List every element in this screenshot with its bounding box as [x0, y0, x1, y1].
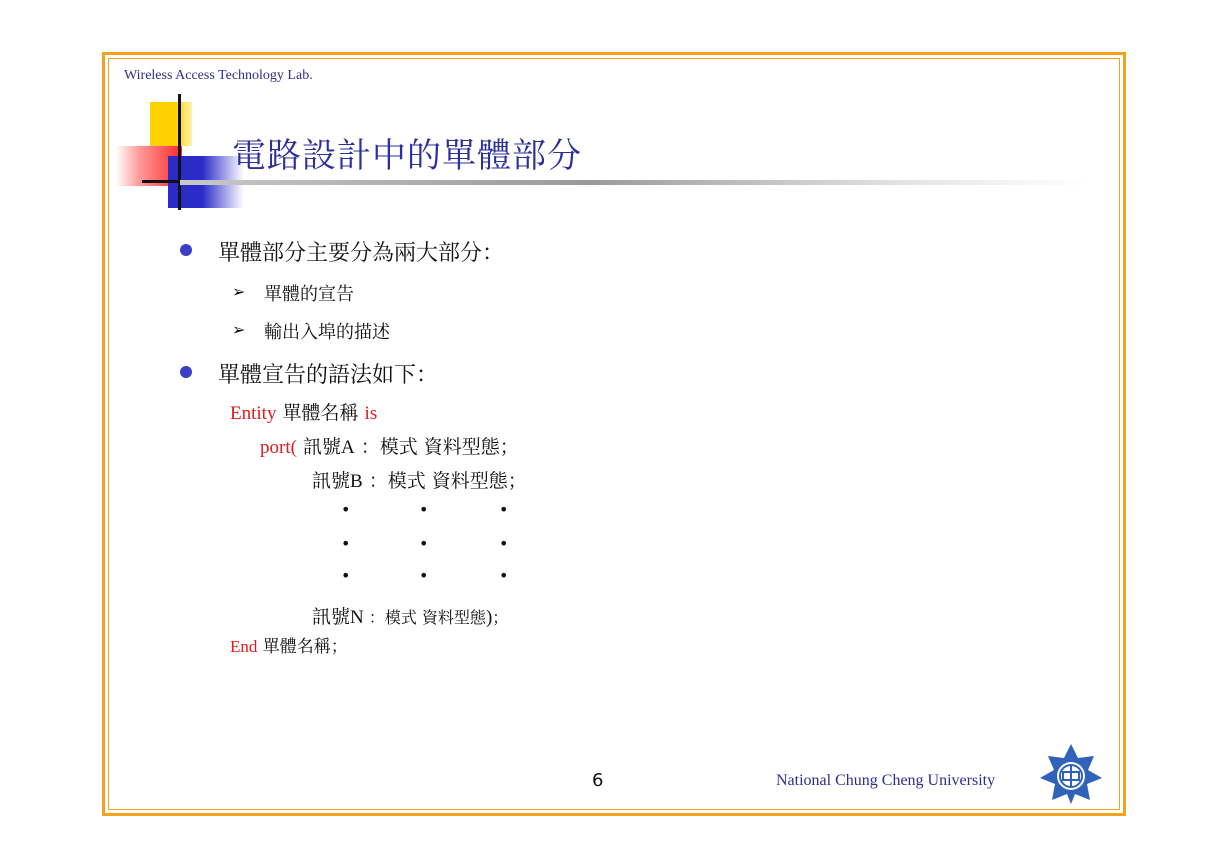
ellipsis-dot: • — [419, 534, 429, 553]
title-underline — [180, 180, 1090, 185]
sub-item-2-arrow-icon: ➢ — [232, 320, 246, 339]
university-name: National Chung Cheng University — [776, 772, 996, 789]
ellipsis-dot: • — [419, 566, 429, 585]
code-entity-name: 單體名稱 — [276, 402, 365, 424]
code-signal-a-rest: ：模式 資料型態； — [354, 436, 519, 458]
code-signal-n-rest: ：模式 資料型態 — [363, 608, 486, 627]
sub-item-1-arrow-icon: ➢ — [232, 282, 246, 301]
ellipsis-dot: • — [499, 500, 509, 519]
code-signal-a-letter: A — [340, 437, 355, 458]
decor-vertical-line — [178, 94, 181, 210]
code-signal-b-label: 訊號 — [312, 470, 351, 492]
code-signal-n-letter: N — [350, 607, 364, 628]
code-is-keyword: is — [364, 403, 378, 424]
code-end-keyword: End — [230, 637, 258, 656]
ellipsis-dot: • — [419, 500, 429, 519]
ellipsis-dot: • — [341, 566, 351, 585]
ellipsis-dot: • — [499, 534, 509, 553]
bullet-1-text: 單體部分主要分為兩大部分： — [218, 241, 505, 266]
bullet-2-dot — [180, 366, 192, 378]
code-line-signal-a — [260, 432, 519, 459]
slide-title: 電路設計中的單體部分 — [232, 136, 582, 176]
code-line-signal-b — [312, 466, 527, 493]
code-signal-n-semicolon: ； — [492, 608, 509, 627]
ellipsis-dot: • — [499, 566, 509, 585]
decor-yellow-square — [150, 102, 192, 146]
bullet-1-dot — [180, 244, 192, 256]
code-signal-n-label: 訊號 — [312, 606, 351, 628]
code-signal-a-label: 訊號 — [296, 436, 341, 458]
code-signal-b-rest: ：模式 資料型態； — [362, 470, 527, 492]
code-signal-n-close: ) — [485, 607, 493, 628]
code-line-end — [230, 632, 348, 657]
code-line-entity — [230, 398, 377, 425]
bullet-2-text: 單體宣告的語法如下： — [218, 363, 439, 388]
code-entity-keyword: Entity — [230, 403, 277, 424]
code-port-keyword: port( — [260, 437, 297, 458]
sub-item-2-text: 輸出入埠的描述 — [264, 322, 390, 343]
ellipsis-dot: • — [341, 500, 351, 519]
code-end-rest: 單體名稱； — [257, 637, 348, 657]
lab-name: Wireless Access Technology Lab. — [124, 68, 313, 83]
code-line-signal-n — [312, 602, 508, 629]
code-signal-b-letter: B — [350, 471, 363, 492]
ellipsis-dot: • — [341, 534, 351, 553]
sub-item-1-text: 單體的宣告 — [264, 284, 354, 305]
university-logo-icon — [1038, 742, 1104, 804]
page-number: 6 — [592, 770, 604, 791]
